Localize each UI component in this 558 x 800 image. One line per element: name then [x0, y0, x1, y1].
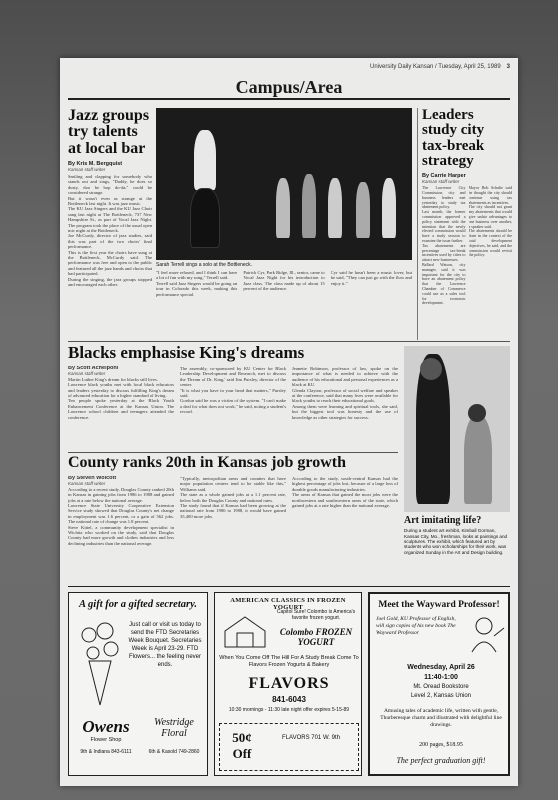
leaders-byline: By Carrie Harper: [422, 173, 466, 180]
kings-byline: By Scott Achelpohl: [68, 366, 119, 371]
flavors-banner: AMERICAN CLASSICS IN FROZEN YOGURT: [230, 597, 346, 611]
statue-illustration-icon: [221, 609, 269, 649]
jazz-byline: By Kris M. Bergquist: [68, 160, 123, 167]
leaders-paragraph: Mayor Bob Schulte said he thought the city should continue using tax abatements as incentives.: [468, 186, 512, 205]
wayward-place: Mt. Oread Bookstore: [413, 684, 469, 690]
jazz-story: [68, 108, 152, 336]
leaders-paragraph: The Lawrence City Commission, city and business leaders met yesterday to study tax abatement policy.: [422, 186, 466, 210]
leaders-col: [469, 186, 513, 358]
owens-address: 9th & Indiana 843-6111: [80, 749, 132, 755]
page-number: 3: [506, 64, 510, 70]
wayward-date: Wednesday, April 26: [407, 664, 475, 671]
westridge-shop: Westridge Floral: [154, 717, 194, 739]
county-story: [68, 455, 398, 471]
newspaper-page: [60, 58, 518, 786]
flavors-phone: 841-6043: [272, 695, 306, 704]
kings-paragraph: Among them were learning and spiritual tools, she said, but the biggest tool was honesty and the use of knowledge as other strategies for success.: [292, 403, 398, 420]
choir-figure: [356, 182, 370, 238]
wayward-time: 11:40-1:00: [424, 674, 458, 681]
owens-title: A gift for a gifted secretary.: [78, 599, 197, 610]
county-paragraph: According to a recent study, Douglas County ranked 20th in Kansas in gaining jobs from 1986 to 1988 and gained jobs at a rate below the national average.: [68, 486, 174, 503]
professor-drawing-icon: [464, 614, 506, 654]
county-staff: Kansan staff writer: [68, 481, 106, 487]
section-divider: [68, 341, 510, 342]
kings-paragraph: Martin Luther King's dream for blacks still lives.: [68, 376, 158, 382]
jazz-cont-paragraph: Cyr said he hasn't been a music lover, but he said, "They can just go with the flow and enjoy it.": [330, 270, 412, 286]
county-byline: By Steven Wolcott: [68, 476, 117, 481]
coupon-note: FLAVORS 701 W. 9th: [282, 735, 340, 741]
kings-col: [180, 366, 286, 450]
art-headline: Art imitating life?: [404, 515, 482, 526]
wayward-level: Level 2, Kansas Union: [410, 693, 472, 699]
jazz-cont-paragraph: Terrell said Jazz Singers would be going on tour in Colorado this week, making this performance special.: [156, 280, 238, 297]
county-col: [292, 476, 398, 572]
choir-figure: [328, 178, 342, 238]
jazz-paragraph: Smiling and clapping for somebody who stands out and sings, "Daddy, he does so dusty, doo be bop do-da," could be considered strange.: [68, 173, 152, 196]
visitor-figure: [464, 416, 492, 504]
owens-shop-sub: Flower Shop: [90, 737, 122, 743]
singer-skirt: [190, 188, 220, 248]
art-photo: [404, 346, 510, 512]
leaders-paragraph: The city should not grant any abatements that would give unfair advantages to one business over another, a speaker said.: [468, 204, 512, 229]
leaders-paragraph: Tax abatements are percentage tax-break incentives used by cities to attract new businesses.: [422, 242, 466, 263]
jazz-paragraph: The KU Jazz Singers and the KU Jazz Choir sang last night at The Bottleneck, 737 New Hampshire St., as part of Vocal Jazz Night. The program took the place of the usual open mic night at the Bottleneck.: [68, 206, 152, 233]
jazz-paragraph: This is the first year the choirs have sung at the Bottleneck, McCurdy said. The performance was free and open to the public and featured all the jazz bands and choirs that had participated.: [68, 249, 152, 277]
art-caption: During a student art exhibit, Kimball Gorman, Kansas City, Mo., freshman, looks at paintings and sculptures. The exhibit, which featured art by students who won scholarships for their work, was organized Sunday in the Art and Design building.: [404, 528, 508, 555]
ad-divider: [68, 586, 510, 587]
wayward-blurb: Amusing tales of academic life, written with gentle, Thurberesque charm and illustrated with delightful line drawings.: [380, 708, 502, 728]
jazz-paragraph: But it wasn't even as strange at the Bottleneck last night. It was jazz music.: [68, 195, 152, 206]
choir-figure: [276, 178, 290, 238]
kings-paragraph: Ten people spoke yesterday at the Black Youth Enhancement Conference at the Kansas Union. The Lawrence school children and teenagers attended the conference.: [68, 398, 174, 420]
kings-paragraph: Jeanette Robinson, professor of law, spoke on the importance of what is needed to achieve with the audience of his educational and personal experiences as a black at KU.: [292, 366, 398, 388]
county-col: [180, 476, 286, 572]
owens-ad: [68, 592, 208, 776]
jazz-headline: Jazz groups try talents at local bar: [68, 107, 150, 157]
westridge-address: 6th & Kasold 749-2860: [148, 749, 200, 755]
kings-col: [68, 366, 174, 450]
column-divider: [417, 108, 418, 340]
kings-headline: Blacks emphasise King's dreams: [68, 343, 305, 362]
sculpture-head: [420, 358, 442, 380]
jazz-cont-col: [156, 270, 237, 322]
county-paragraph: According to the study, south-central Kansas had the highest percentage of jobs lost, because of a large loss of durable goods manufacturing industries.: [292, 476, 398, 492]
choir-figure: [302, 174, 316, 238]
county-paragraph: The study found that if Kansas had been growing at the national rate from 1986 to 1988, it would have gained 35,400 more jobs.: [180, 503, 286, 519]
leaders-col: [422, 186, 466, 358]
kings-paragraph: The assembly, co-sponsored by KU Center for Black Leadership Development and Research, met to discuss the 'Dream of Dr. King,' said Jim Pursley, director of the center.: [180, 366, 286, 388]
choir-figure: [382, 178, 396, 238]
wayward-price: 200 pages, $18.95: [419, 742, 463, 748]
leaders-paragraph: Last month, the former commission approved a policy statement with the intention that the newly elected commission would have a study session to examine the issue further.: [422, 209, 466, 243]
county-paragraph: Lawrence State University Cooperative Extension Service study showed that Douglas County's net change in employment was 1.6 percent, or a gain of 562 jobs. The national rate of change was 1.8 percent.: [68, 503, 174, 525]
owens-body: Just call or visit us today to send the FTD Secretaries Week Bouquet. Secretaries Week is April 23-29. FTD Flowers... the feeling never ends.: [128, 622, 202, 668]
paper-dateline: University Daily Kansan / Tuesday, April 25, 1989: [370, 64, 501, 70]
flavors-ad: [214, 592, 362, 776]
county-paragraph: "Typically, metropolitan areas and counties that have major population centers tend to be stable like this," Williams said.: [180, 476, 286, 492]
coupon-value: 50¢ Off: [232, 730, 252, 761]
singer-figure: [194, 130, 216, 190]
jazz-photo-caption: [156, 262, 412, 268]
jazz-body: [68, 174, 152, 336]
kings-paragraph: Lawrence black youths met with local black educators and leaders yesterday to discuss fulfilling King's dream of advanced education for a higher standard of living.: [68, 382, 174, 399]
page-header: [68, 64, 510, 74]
kings-paragraph: Glenda Clayton, professor of social welfare and speaker at the conference, said that many lives were available for black youths to reach their educational goals.: [292, 387, 398, 404]
county-headline: County ranks 20th in Kansas job growth: [68, 454, 346, 471]
kings-paragraph: Gordon said he was a victim of the system. "I can't make a deal for what does not work," he said, noting a student's record.: [180, 398, 286, 415]
flavors-coupon[interactable]: [219, 723, 359, 771]
jazz-caption-text: Sarah Terrell sings a solo at the Bottleneck.: [156, 262, 253, 268]
leaders-headline: Leaders study city tax-break strategy: [422, 107, 485, 169]
jazz-staff: Kansan staff writer: [68, 166, 106, 172]
jazz-cont-col: [331, 270, 412, 322]
kings-paragraph: "It is what you have in your head that matters," Pursley said.: [180, 387, 286, 399]
kings-staff: Kansan staff writer: [68, 371, 106, 377]
section-divider: [68, 452, 398, 453]
flavors-offer: When You Come Off The Hill For A Study Break Come To Flavors Frozen Yogurts & Bakery: [219, 655, 359, 668]
leaders-story: [422, 108, 512, 358]
county-col: [68, 476, 174, 572]
jazz-photo: [156, 108, 412, 260]
owens-shop: Owens: [82, 717, 130, 736]
wayward-closing: The perfect graduation gift!: [396, 756, 486, 765]
jazz-cont-paragraph: "I feel more relaxed, and I think I can have a lot of fun with my song," Terrell said.: [156, 270, 238, 281]
county-paragraph: Steve Kittel, a community development specialist in Wichita who worked on the study, said that Douglas County had more growth and clothes industries and less declining industries than the national average.: [68, 524, 174, 546]
flavors-sub: Capitol Sure! Colombo is America's favorite frozen yogurt.: [276, 609, 356, 621]
wayward-ad: [368, 592, 510, 776]
county-paragraph: The areas of Kansas that gained the most jobs were the northwestern and southwestern areas of the state, which gained jobs at a rate higher than the national average.: [292, 492, 398, 509]
colombo-brand: Colombo FROZEN YOGURT: [279, 627, 353, 647]
jazz-cont-paragraph: Patrick Cyr, Park Ridge, Ill., senior, came to Vocal Jazz Night for his introduction to Jazz class. The class made up of about 15 percent of the audience.: [243, 270, 325, 292]
flavors-name: FLAVORS: [248, 675, 330, 692]
jazz-paragraph: Joe McCurdy, director of jazz studies, said this was part of the two choirs' final performance.: [68, 233, 152, 250]
section-title: Campus/Area: [68, 76, 510, 100]
leaders-staff: Kansan staff writer: [422, 179, 460, 185]
jazz-continued: [156, 270, 412, 322]
kings-col: [292, 366, 398, 450]
jazz-cont-col: [243, 270, 324, 322]
kings-body: [68, 366, 398, 450]
wayward-author: Joel Gold, KU Professor of English, will sign copies of his new book The Wayward Professor: [376, 616, 456, 636]
jazz-paragraph: During the singing, the jazz groups stopped and encouraged each other.: [68, 276, 152, 288]
flower-bouquet-icon: [77, 621, 123, 709]
leaders-body: [422, 186, 512, 358]
county-paragraph: The state as a whole gained jobs at a 1.1 percent rate, below both the Douglas County and national rates.: [180, 492, 286, 503]
art-caption-block: [404, 516, 510, 555]
visitor-head: [468, 404, 486, 422]
kings-story: [68, 344, 398, 361]
leaders-paragraph: Ballard Watson, city manager, said it was important for the city to have an abatement policy that the Lawrence Chamber of Commerce could use as a sales tool for economic development.: [422, 261, 466, 306]
county-body: [68, 476, 398, 572]
flavors-hours: 10:30 mornings - 11:30 late night offer expires 5-15-89: [228, 707, 350, 713]
leaders-paragraph: The abatements should be done in the context of the total development objectives, he said, and the commission would revisit the policy.: [468, 228, 512, 258]
wayward-title: Meet the Wayward Professor!: [378, 600, 500, 610]
